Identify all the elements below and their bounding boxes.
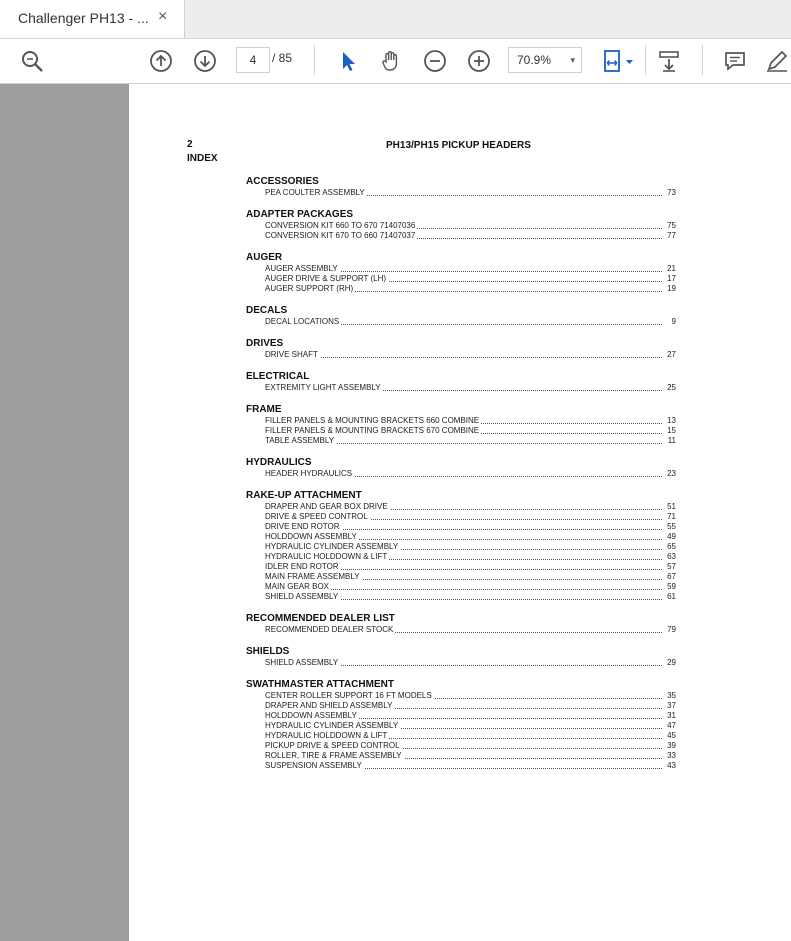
toc-entry[interactable]: [246, 592, 676, 602]
tab-bar: [0, 0, 791, 39]
section-heading: DRIVES: [246, 338, 284, 349]
entry-page-number: 77: [667, 231, 676, 240]
entry-page-number: 25: [667, 383, 676, 392]
toc-entry[interactable]: [246, 426, 676, 436]
tab-title: Challenger PH13 - ...: [18, 10, 149, 26]
zoom-search-icon[interactable]: [20, 49, 44, 73]
toc-entry[interactable]: [246, 532, 676, 542]
entry-page-number: 15: [667, 426, 676, 435]
entry-label: HYDRAULIC HOLDDOWN & LIFT: [265, 731, 388, 740]
section-heading: FRAME: [246, 404, 282, 415]
entry-label: RECOMMENDED DEALER STOCK: [265, 625, 394, 634]
viewer-background: [0, 84, 129, 941]
entry-label: DRIVE END ROTOR: [265, 522, 340, 531]
entry-label: SHIELD ASSEMBLY: [265, 658, 339, 667]
entry-page-number: 17: [667, 274, 676, 283]
section-heading: DECALS: [246, 305, 288, 316]
entry-page-number: 37: [667, 701, 676, 710]
entry-label: DRAPER AND SHIELD ASSEMBLY: [265, 701, 393, 710]
toc-entry[interactable]: [246, 562, 676, 572]
entry-page-number: 39: [667, 741, 676, 750]
entry-label: HYDRAULIC HOLDDOWN & LIFT: [265, 552, 388, 561]
toc-entry[interactable]: [246, 691, 676, 701]
close-icon[interactable]: ×: [158, 8, 168, 25]
entry-label: IDLER END ROTOR: [265, 562, 339, 571]
toc-entry[interactable]: [246, 436, 676, 446]
entry-label: MAIN GEAR BOX: [265, 582, 330, 591]
entry-page-number: 19: [667, 284, 676, 293]
toc-entry[interactable]: [246, 231, 676, 241]
entry-page-number: 73: [667, 188, 676, 197]
entry-label: FILLER PANELS & MOUNTING BRACKETS 670 COMBINE: [265, 426, 480, 435]
toc-entry[interactable]: [246, 221, 676, 231]
entry-label: CENTER ROLLER SUPPORT 16 FT MODELS: [265, 691, 432, 700]
toolbar-divider: [645, 45, 646, 75]
entry-page-number: 31: [667, 711, 676, 720]
toc-entry[interactable]: [246, 625, 676, 635]
entry-label: TABLE ASSEMBLY: [265, 436, 335, 445]
page-up-icon[interactable]: [149, 49, 173, 73]
toc-entry[interactable]: [246, 512, 676, 522]
entry-page-number: 35: [667, 691, 676, 700]
entry-page-number: 57: [667, 562, 676, 571]
entry-label: DRIVE & SPEED CONTROL: [265, 512, 368, 521]
section-heading: RAKE-UP ATTACHMENT: [246, 490, 362, 501]
entry-label: AUGER SUPPORT (RH): [265, 284, 354, 293]
entry-page-number: 71: [667, 512, 676, 521]
toc-section: [246, 304, 676, 327]
document-page: [129, 84, 791, 941]
toc-section: [246, 370, 676, 393]
chevron-down-icon: ▾: [570, 55, 575, 65]
pen-icon[interactable]: [765, 49, 789, 73]
toc-section: [246, 208, 676, 241]
section-heading: HYDRAULICS: [246, 457, 312, 468]
toc-entry[interactable]: [246, 350, 676, 360]
zoom-value: 70.9%: [517, 53, 552, 67]
page-down-icon[interactable]: [193, 49, 217, 73]
toc-section: [246, 678, 676, 771]
toc-section: [246, 403, 676, 446]
toc-entry[interactable]: [246, 416, 676, 426]
entry-page-number: 23: [667, 469, 676, 478]
toc-entry[interactable]: [246, 721, 676, 731]
section-heading: ADAPTER PACKAGES: [246, 209, 354, 220]
entry-page-number: 75: [667, 221, 676, 230]
table-of-contents: [246, 175, 676, 781]
toc-section: [246, 175, 676, 198]
zoom-out-icon[interactable]: [423, 49, 447, 73]
toc-section: [246, 337, 676, 360]
toc-section: [246, 612, 676, 635]
page-number: 2: [187, 139, 193, 150]
index-label: INDEX: [187, 153, 218, 164]
entry-label: AUGER DRIVE & SUPPORT (LH): [265, 274, 387, 283]
section-heading: RECOMMENDED DEALER LIST: [246, 613, 395, 624]
toc-entry[interactable]: [246, 701, 676, 711]
toc-entry[interactable]: [246, 264, 676, 274]
entry-label: DECAL LOCATIONS: [265, 317, 340, 326]
toc-entry[interactable]: [246, 502, 676, 512]
toc-entry[interactable]: [246, 542, 676, 552]
toc-entry[interactable]: [246, 761, 676, 771]
entry-label: HYDRAULIC CYLINDER ASSEMBLY: [265, 542, 399, 551]
zoom-select[interactable]: [508, 47, 582, 73]
entry-label: ROLLER, TIRE & FRAME ASSEMBLY: [265, 751, 402, 760]
page-title: PH13/PH15 PICKUP HEADERS: [386, 140, 531, 151]
entry-page-number: 43: [667, 761, 676, 770]
section-heading: ACCESSORIES: [246, 176, 319, 187]
entry-page-number: 59: [667, 582, 676, 591]
zoom-in-icon[interactable]: [467, 49, 491, 73]
entry-page-number: 45: [667, 731, 676, 740]
toc-entry[interactable]: [246, 731, 676, 741]
entry-page-number: 11: [667, 436, 676, 445]
page-number-input[interactable]: 4: [236, 47, 270, 73]
entry-label: DRAPER AND GEAR BOX DRIVE: [265, 502, 388, 511]
toc-entry[interactable]: [246, 274, 676, 284]
toc-entry[interactable]: [246, 284, 676, 294]
toc-entry[interactable]: [246, 658, 676, 668]
toc-entry[interactable]: [246, 751, 676, 761]
toc-entry[interactable]: [246, 469, 676, 479]
toc-section: [246, 456, 676, 479]
entry-page-number: 33: [667, 751, 676, 760]
toc-entry[interactable]: [246, 317, 676, 327]
entry-page-number: 55: [667, 522, 676, 531]
entry-page-number: 61: [667, 592, 676, 601]
toc-section: [246, 645, 676, 668]
toolbar-divider: [702, 45, 703, 75]
scroll-mode-icon[interactable]: [657, 49, 681, 73]
dot-leader: [265, 357, 662, 358]
entry-label: EXTREMITY LIGHT ASSEMBLY: [265, 383, 381, 392]
entry-page-number: 49: [667, 532, 676, 541]
entry-label: HEADER HYDRAULICS: [265, 469, 353, 478]
toc-section: [246, 251, 676, 294]
toc-entry[interactable]: [246, 383, 676, 393]
toc-entry[interactable]: [246, 188, 676, 198]
entry-label: FILLER PANELS & MOUNTING BRACKETS 660 COMBINE: [265, 416, 480, 425]
entry-label: PEA COULTER ASSEMBLY: [265, 188, 365, 197]
entry-page-number: 13: [667, 416, 676, 425]
toc-entry[interactable]: [246, 582, 676, 592]
entry-label: PICKUP DRIVE & SPEED CONTROL: [265, 741, 400, 750]
toolbar-divider: [314, 45, 315, 75]
entry-page-number: 29: [667, 658, 676, 667]
toolbar: [0, 39, 791, 84]
entry-label: AUGER ASSEMBLY: [265, 264, 338, 273]
toc-entry[interactable]: [246, 711, 676, 721]
section-heading: AUGER: [246, 252, 283, 263]
entry-page-number: 79: [667, 625, 676, 634]
entry-label: SUSPENSION ASSEMBLY: [265, 761, 362, 770]
section-heading: SWATHMASTER ATTACHMENT: [246, 679, 394, 690]
section-heading: ELECTRICAL: [246, 371, 310, 382]
hand-tool-icon[interactable]: [379, 49, 403, 73]
section-heading: SHIELDS: [246, 646, 290, 657]
entry-page-number: 67: [667, 572, 676, 581]
toc-entry[interactable]: [246, 741, 676, 751]
entry-page-number: 27: [667, 350, 676, 359]
toc-entry[interactable]: [246, 572, 676, 582]
entry-label: CONVERSION KIT 660 TO 670 71407036: [265, 221, 416, 230]
select-cursor-icon[interactable]: [336, 49, 360, 73]
entry-label: MAIN FRAME ASSEMBLY: [265, 572, 360, 581]
entry-label: HOLDDOWN ASSEMBLY: [265, 711, 357, 720]
entry-label: DRIVE SHAFT: [265, 350, 318, 359]
entry-page-number: 9: [671, 317, 676, 326]
entry-page-number: 21: [667, 264, 676, 273]
comment-icon[interactable]: [723, 49, 747, 73]
entry-page-number: 47: [667, 721, 676, 730]
entry-label: HOLDDOWN ASSEMBLY: [265, 532, 357, 541]
entry-label: SHIELD ASSEMBLY: [265, 592, 339, 601]
entry-label: CONVERSION KIT 670 TO 660 71407037: [265, 231, 416, 240]
entry-label: HYDRAULIC CYLINDER ASSEMBLY: [265, 721, 399, 730]
entry-page-number: 63: [667, 552, 676, 561]
entry-page-number: 51: [667, 502, 676, 511]
toc-entry[interactable]: [246, 552, 676, 562]
entry-page-number: 65: [667, 542, 676, 551]
toc-section: [246, 489, 676, 602]
fit-page-icon[interactable]: [602, 49, 636, 73]
toc-entry[interactable]: [246, 522, 676, 532]
document-tab[interactable]: [0, 0, 185, 38]
page-total: / 85: [272, 51, 293, 65]
